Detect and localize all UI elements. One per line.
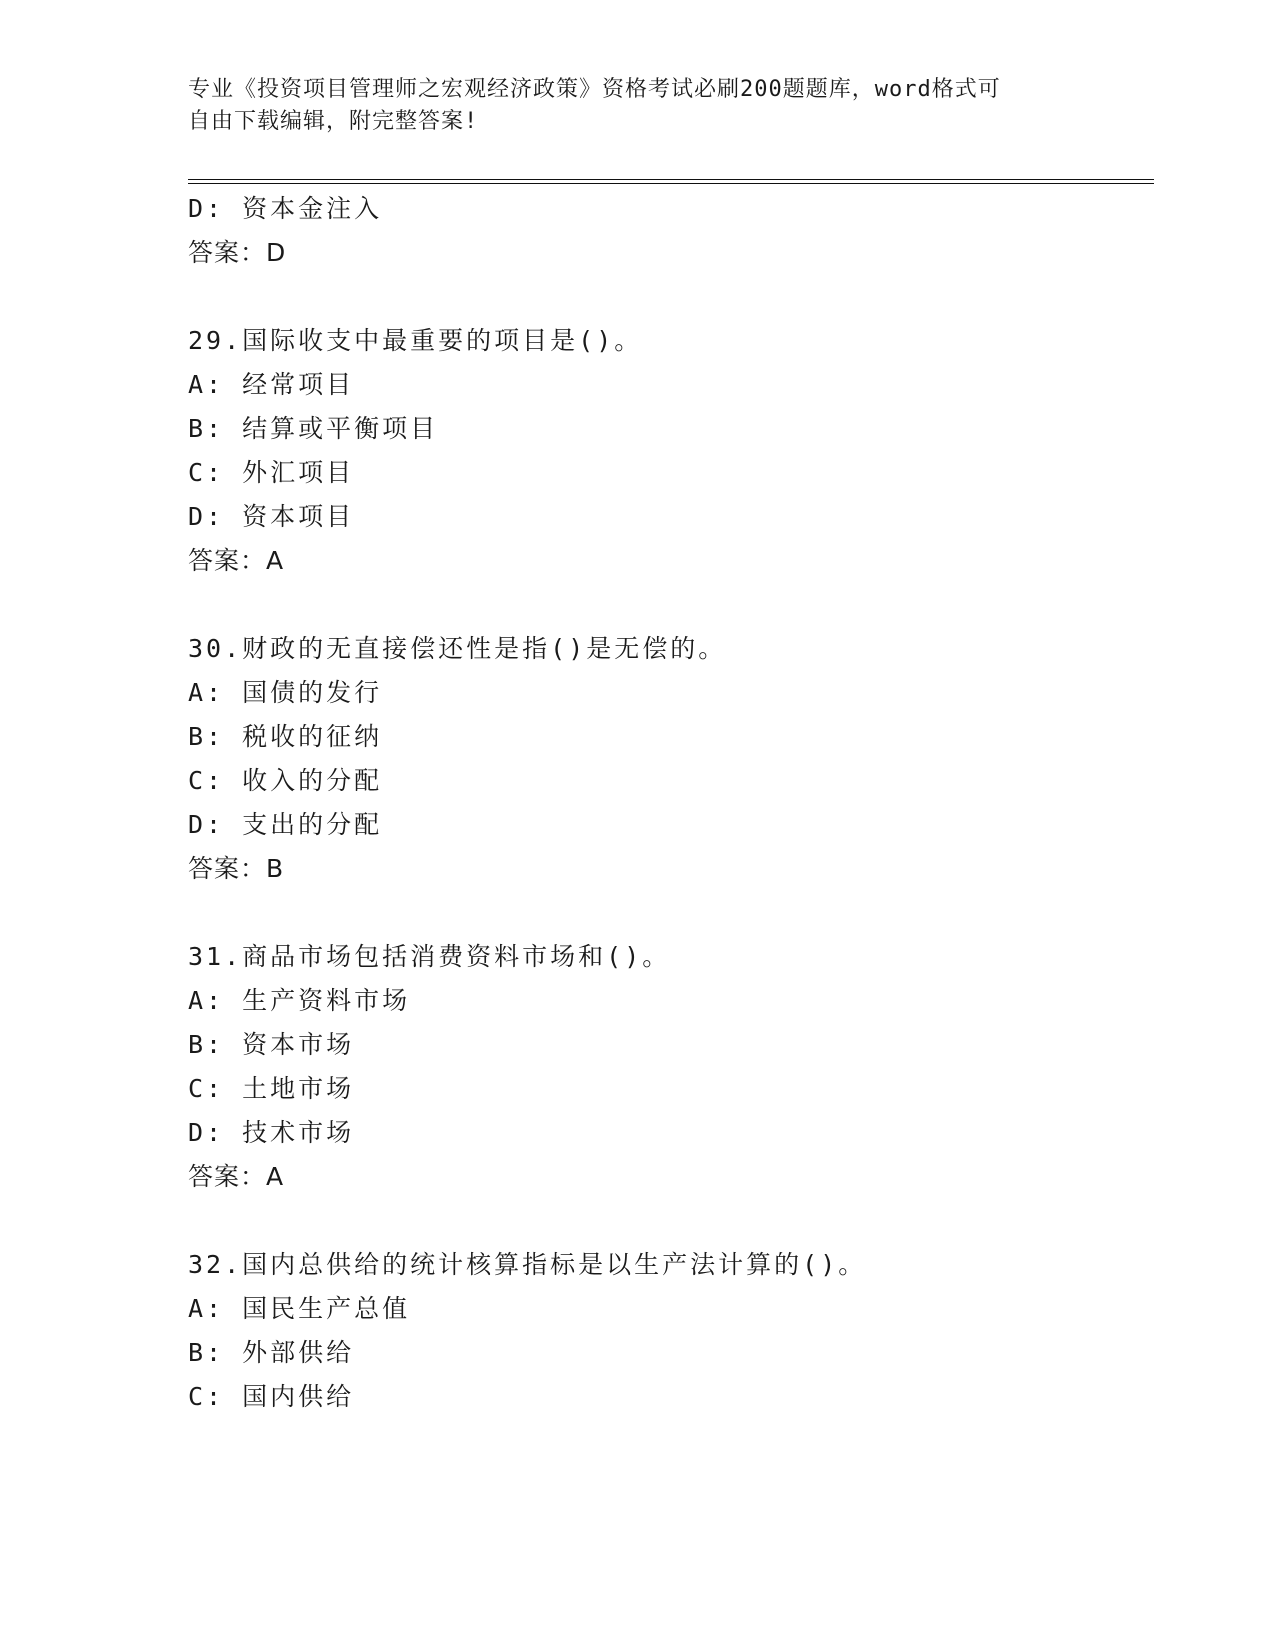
prev-answer: 答案：D [188, 238, 287, 267]
question-stem: 31.商品市场包括消费资料市场和()。 [188, 942, 671, 971]
answer: 答案：B [188, 854, 285, 883]
option-b: B: 资本市场 [188, 1030, 355, 1059]
option-a: A: 国民生产总值 [188, 1294, 411, 1323]
option-c: C: 国内供给 [188, 1382, 355, 1411]
question-stem: 32.国内总供给的统计核算指标是以生产法计算的()。 [188, 1250, 867, 1279]
prev-option-d: D: 资本金注入 [188, 194, 383, 223]
option-a: A: 经常项目 [188, 370, 355, 399]
option-b: B: 外部供给 [188, 1338, 355, 1367]
option-a: A: 生产资料市场 [188, 986, 411, 1015]
answer: 答案：A [188, 1162, 285, 1191]
option-a: A: 国债的发行 [188, 678, 383, 707]
option-b: B: 税收的征纳 [188, 722, 383, 751]
header-line-2: 自由下载编辑，附完整答案! [188, 109, 479, 134]
option-c: C: 土地市场 [188, 1074, 355, 1103]
question-stem: 29.国际收支中最重要的项目是()。 [188, 326, 643, 355]
option-d: D: 资本项目 [188, 502, 355, 531]
header-line-1: 专业《投资项目管理师之宏观经济政策》资格考试必刷200题题库，word格式可 [188, 77, 1001, 102]
header-divider-top [188, 179, 1154, 180]
option-d: D: 支出的分配 [188, 810, 383, 839]
option-b: B: 结算或平衡项目 [188, 414, 439, 443]
document-header [188, 74, 1068, 138]
option-d: D: 技术市场 [188, 1118, 355, 1147]
answer: 答案：A [188, 546, 285, 575]
option-c: C: 外汇项目 [188, 458, 355, 487]
question-stem: 30.财政的无直接偿还性是指()是无偿的。 [188, 634, 727, 663]
option-c: C: 收入的分配 [188, 766, 383, 795]
header-divider-bottom [188, 183, 1154, 184]
